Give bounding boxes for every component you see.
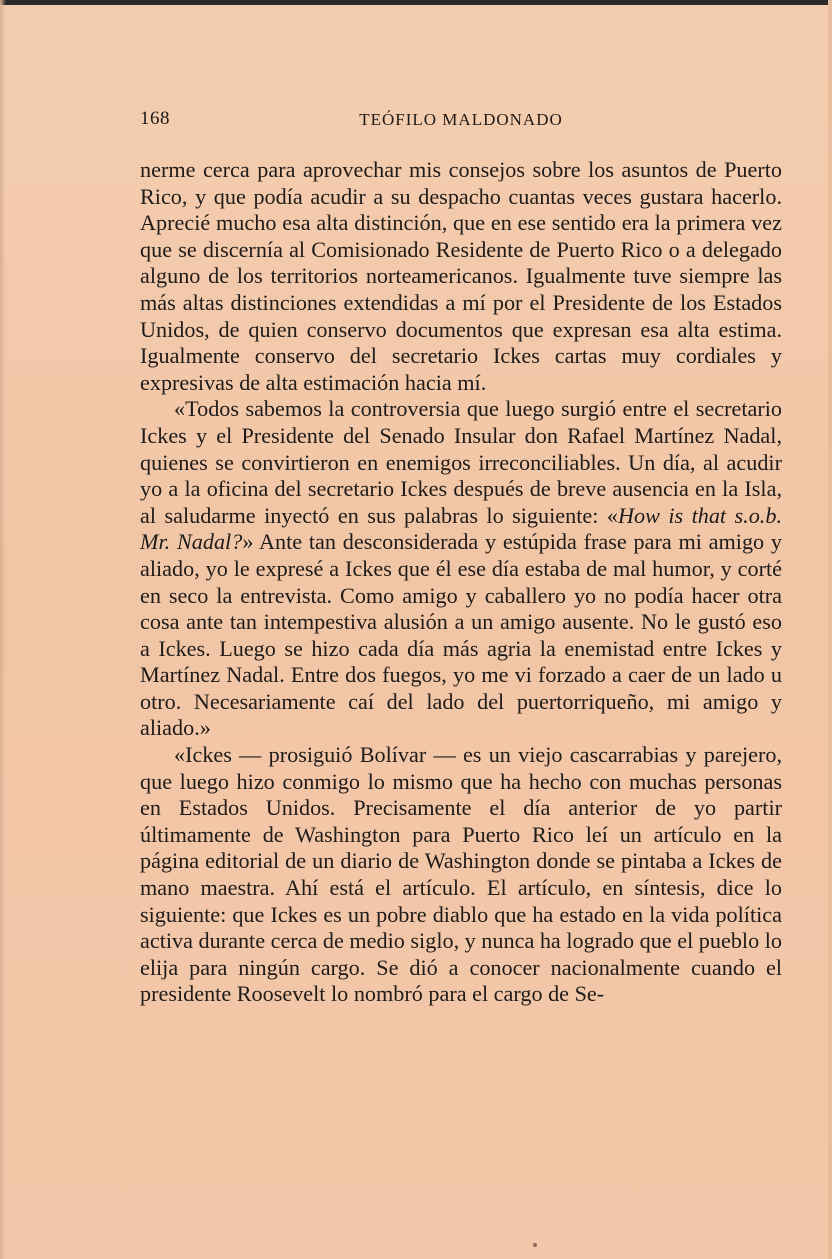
paragraph-3: «Ickes — prosiguió Bolívar — es un viejo cascarrabias y parejero, que luego hizo conmigo lo mismo que ha hecho con muchas personas en Estados Unidos. Precisamente el día anterior de yo partir últimamente de Washington para Puerto Rico leí un artículo en la página editorial de un diario de Washington donde se pintaba a Ickes de mano maestra. Ahí está el artículo. El artículo, en síntesis, dice lo siguiente: que Ickes es un pobre diablo que ha estado en la vida política activa durante cerca de medio siglo, y nunca ha logrado que el pueblo lo elija para ningún cargo. Se dió a conocer nacionalmente cuando el presidente Roosevelt lo nombró para el cargo de Se- [140,742,782,1007]
paragraph-2-text-after: » Ante tan desconsiderada y estúpida frase para mi amigo y aliado, yo le expresé a Ickes que él ese día estaba de mal humor, y corté en seco la entrevista. Como amigo y caballero yo no podía hacer otra cosa ante tan intempestiva alusión a un amigo ausente. No le gustó eso a Ickes. Luego se hizo cada día más agria la enemistad entre Ickes y Martínez Nadal. Entre dos fuegos, yo me vi forzado a caer de un lado u otro. Necesariamente caí del lado del puertorriqueño, mi amigo y aliado.» [140,529,782,741]
running-head [140,108,782,132]
page-top-edge [0,0,832,5]
body-text [140,157,782,1008]
paper-speck [533,1243,537,1247]
page-left-shadow [0,0,6,1259]
page-right-edge [828,0,832,1259]
paragraph-1: nerme cerca para aprovechar mis consejos sobre los asuntos de Puerto Rico, y que podía acudir a su despacho cuantas veces gustara hacerlo. Aprecié mucho esa alta distinción, que en ese sentido era la primera vez que se discernía al Comisionado Residente de Puerto Rico o a delegado alguno de los territorios norteamericanos. Igualmente tuve siempre las más altas distinciones extendidas a mí por el Presidente de los Estados Unidos, de quien conservo documentos que expresan esa alta estima. Igualmente conservo del secretario Ickes cartas muy cordiales y expresivas de alta estimación hacia mí. [140,157,782,395]
paragraph-2 [140,396,782,742]
paragraph-2-text-before: «Todos sabemos la controversia que luego surgió entre el secretario Ickes y el Presidente del Senado Insular don Rafael Martínez Nadal, quienes se convirtieron en enemigos irreconciliables. Un día, al acudir yo a la oficina del secretario Ickes después de breve ausencia en la Isla, al saludarme inyectó en sus palabras lo siguiente: « [140,396,782,528]
running-title: TEÓFILO MALDONADO [359,110,563,129]
paragraph-2-italic-quote: How is that s.o.b. Mr. Nadal? [140,502,782,555]
page-number: 168 [140,108,170,129]
